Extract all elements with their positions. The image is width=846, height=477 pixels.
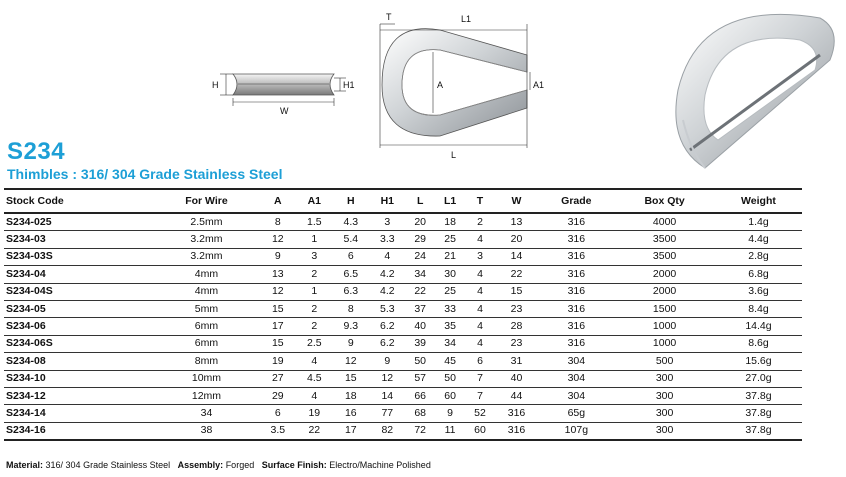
- stock-code-cell: S234-08: [4, 353, 153, 370]
- table-cell: 27: [260, 370, 297, 387]
- stock-code-cell: S234-03S: [4, 248, 153, 265]
- table-cell: 11: [435, 422, 466, 440]
- table-cell: 6.8g: [715, 266, 802, 283]
- table-cell: 3.3: [369, 231, 406, 248]
- table-row: [4, 405, 802, 422]
- table-cell: 5.4: [333, 231, 370, 248]
- table-cell: 15: [333, 370, 370, 387]
- table-cell: 10mm: [153, 370, 259, 387]
- table-cell: 21: [435, 248, 466, 265]
- table-cell: 3.2mm: [153, 248, 259, 265]
- table-cell: 304: [538, 353, 614, 370]
- product-code: S234: [7, 138, 66, 165]
- table-cell: 13: [260, 266, 297, 283]
- table-cell: 22: [406, 283, 435, 300]
- table-row: [4, 353, 802, 370]
- table-cell: 316: [538, 231, 614, 248]
- table-cell: 5.3: [369, 300, 406, 317]
- table-cell: 4: [465, 266, 494, 283]
- table-cell: 14: [495, 248, 539, 265]
- stock-code-cell: S234-05: [4, 300, 153, 317]
- table-cell: 17: [333, 422, 370, 440]
- table-cell: 77: [369, 405, 406, 422]
- stock-code-cell: S234-025: [4, 213, 153, 231]
- table-cell: 23: [495, 335, 539, 352]
- table-cell: 18: [435, 213, 466, 231]
- table-cell: 2.5: [296, 335, 333, 352]
- table-cell: 15: [260, 300, 297, 317]
- table-cell: 14.4g: [715, 318, 802, 335]
- table-cell: 8.4g: [715, 300, 802, 317]
- table-cell: 3: [296, 248, 333, 265]
- table-row: [4, 335, 802, 352]
- label-w: W: [280, 106, 289, 116]
- table-cell: 31: [495, 353, 539, 370]
- table-cell: 5mm: [153, 300, 259, 317]
- table-cell: 316: [538, 335, 614, 352]
- table-cell: 7: [465, 370, 494, 387]
- column-header: Grade: [538, 189, 614, 213]
- table-cell: 44: [495, 387, 539, 404]
- stock-code-cell: S234-14: [4, 405, 153, 422]
- table-cell: 2.5mm: [153, 213, 259, 231]
- table-cell: 2: [296, 318, 333, 335]
- column-header: Stock Code: [4, 189, 153, 213]
- table-cell: 9: [260, 248, 297, 265]
- table-cell: 37: [406, 300, 435, 317]
- column-header: W: [495, 189, 539, 213]
- table-cell: 8: [333, 300, 370, 317]
- table-row: [4, 318, 802, 335]
- table-cell: 25: [435, 231, 466, 248]
- stock-code-cell: S234-03: [4, 231, 153, 248]
- table-cell: 28: [495, 318, 539, 335]
- table-cell: 2.8g: [715, 248, 802, 265]
- table-cell: 27.0g: [715, 370, 802, 387]
- table-cell: 300: [614, 387, 715, 404]
- table-cell: 1.4g: [715, 213, 802, 231]
- table-cell: 45: [435, 353, 466, 370]
- table-cell: 316: [538, 266, 614, 283]
- table-cell: 300: [614, 422, 715, 440]
- table-cell: 107g: [538, 422, 614, 440]
- table-row: [4, 231, 802, 248]
- table-cell: 3: [465, 248, 494, 265]
- table-cell: 4mm: [153, 283, 259, 300]
- table-cell: 29: [260, 387, 297, 404]
- material-value: 316/ 304 Grade Stainless Steel: [45, 460, 171, 470]
- table-cell: 17: [260, 318, 297, 335]
- table-cell: 4: [465, 300, 494, 317]
- column-header: L: [406, 189, 435, 213]
- table-cell: 316: [495, 405, 539, 422]
- table-cell: 4.2: [369, 266, 406, 283]
- column-header: H1: [369, 189, 406, 213]
- table-cell: 4: [465, 318, 494, 335]
- label-a1: A1: [533, 80, 545, 90]
- table-cell: 39: [406, 335, 435, 352]
- table-cell: 300: [614, 370, 715, 387]
- table-cell: 2000: [614, 266, 715, 283]
- table-cell: 8mm: [153, 353, 259, 370]
- table-cell: 316: [538, 213, 614, 231]
- stock-code-cell: S234-16: [4, 422, 153, 440]
- table-cell: 20: [495, 231, 539, 248]
- table-cell: 9: [333, 335, 370, 352]
- table-cell: 4.2: [369, 283, 406, 300]
- table-cell: 52: [465, 405, 494, 422]
- table-cell: 72: [406, 422, 435, 440]
- label-h: H: [212, 80, 219, 90]
- table-cell: 12: [333, 353, 370, 370]
- stock-code-cell: S234-10: [4, 370, 153, 387]
- table-cell: 6.5: [333, 266, 370, 283]
- table-cell: 316: [538, 283, 614, 300]
- stock-code-cell: S234-06S: [4, 335, 153, 352]
- table-cell: 37.8g: [715, 405, 802, 422]
- product-subtitle: Thimbles : 316/ 304 Grade Stainless Steel: [7, 166, 283, 182]
- assembly-value: Forged: [225, 460, 255, 470]
- table-cell: 3: [369, 213, 406, 231]
- table-cell: 20: [406, 213, 435, 231]
- table-cell: 6: [333, 248, 370, 265]
- table-cell: 1: [296, 231, 333, 248]
- table-row: [4, 300, 802, 317]
- table-cell: 82: [369, 422, 406, 440]
- table-cell: 4: [465, 335, 494, 352]
- table-cell: 30: [435, 266, 466, 283]
- table-row: [4, 387, 802, 404]
- table-cell: 1.5: [296, 213, 333, 231]
- table-row: [4, 248, 802, 265]
- spec-table-body: [4, 213, 802, 440]
- column-header: L1: [435, 189, 466, 213]
- table-row: [4, 283, 802, 300]
- table-row: [4, 422, 802, 440]
- table-cell: 316: [495, 422, 539, 440]
- finish-label: Surface Finish:: [261, 460, 327, 470]
- thimble-product-photo: [676, 14, 834, 168]
- table-cell: 60: [465, 422, 494, 440]
- table-cell: 12mm: [153, 387, 259, 404]
- table-cell: 6.2: [369, 335, 406, 352]
- table-cell: 37.8g: [715, 387, 802, 404]
- table-cell: 4: [465, 231, 494, 248]
- table-cell: 57: [406, 370, 435, 387]
- table-cell: 316: [538, 318, 614, 335]
- table-cell: 2: [465, 213, 494, 231]
- table-cell: 24: [406, 248, 435, 265]
- column-header: H: [333, 189, 370, 213]
- column-header: Weight: [715, 189, 802, 213]
- stock-code-cell: S234-04S: [4, 283, 153, 300]
- table-row: [4, 213, 802, 231]
- label-l1: L1: [461, 14, 472, 24]
- stock-code-cell: S234-04: [4, 266, 153, 283]
- table-cell: 14: [369, 387, 406, 404]
- table-cell: 66: [406, 387, 435, 404]
- table-cell: 9: [369, 353, 406, 370]
- table-cell: 1500: [614, 300, 715, 317]
- table-cell: 4.3: [333, 213, 370, 231]
- diagram-area: [0, 0, 846, 180]
- header-row: [4, 189, 802, 213]
- column-header: T: [465, 189, 494, 213]
- table-cell: 9.3: [333, 318, 370, 335]
- table-cell: 34: [435, 335, 466, 352]
- table-cell: 2000: [614, 283, 715, 300]
- table-cell: 13: [495, 213, 539, 231]
- column-header: Box Qty: [614, 189, 715, 213]
- table-cell: 40: [495, 370, 539, 387]
- table-cell: 304: [538, 387, 614, 404]
- table-cell: 6: [260, 405, 297, 422]
- table-cell: 4: [369, 248, 406, 265]
- table-cell: 65g: [538, 405, 614, 422]
- table-cell: 19: [296, 405, 333, 422]
- table-cell: 4000: [614, 213, 715, 231]
- finish-value: Electro/Machine Polished: [329, 460, 431, 470]
- table-cell: 23: [495, 300, 539, 317]
- table-cell: 6mm: [153, 318, 259, 335]
- table-cell: 3500: [614, 248, 715, 265]
- table-row: [4, 266, 802, 283]
- table-cell: 22: [296, 422, 333, 440]
- table-cell: 25: [435, 283, 466, 300]
- table-cell: 16: [333, 405, 370, 422]
- table-cell: 4: [296, 353, 333, 370]
- table-cell: 1000: [614, 318, 715, 335]
- table-cell: 34: [153, 405, 259, 422]
- table-cell: 15: [495, 283, 539, 300]
- table-cell: 316: [538, 248, 614, 265]
- footer-specs: [6, 460, 431, 470]
- table-cell: 40: [406, 318, 435, 335]
- table-cell: 4.5: [296, 370, 333, 387]
- table-cell: 9: [435, 405, 466, 422]
- label-a: A: [437, 80, 444, 90]
- assembly-label: Assembly:: [177, 460, 224, 470]
- table-cell: 18: [333, 387, 370, 404]
- table-cell: 4mm: [153, 266, 259, 283]
- stock-code-cell: S234-06: [4, 318, 153, 335]
- front-view-diagram: [380, 12, 544, 160]
- table-cell: 316: [538, 300, 614, 317]
- column-header: A1: [296, 189, 333, 213]
- table-cell: 304: [538, 370, 614, 387]
- table-cell: 35: [435, 318, 466, 335]
- label-h1: H1: [343, 80, 355, 90]
- table-cell: 2: [296, 300, 333, 317]
- table-cell: 300: [614, 405, 715, 422]
- table-cell: 4: [296, 387, 333, 404]
- table-cell: 22: [495, 266, 539, 283]
- table-cell: 8: [260, 213, 297, 231]
- table-cell: 60: [435, 387, 466, 404]
- table-cell: 2: [296, 266, 333, 283]
- table-cell: 68: [406, 405, 435, 422]
- table-cell: 19: [260, 353, 297, 370]
- table-cell: 15: [260, 335, 297, 352]
- table-cell: 6: [465, 353, 494, 370]
- stock-code-cell: S234-12: [4, 387, 153, 404]
- table-cell: 12: [369, 370, 406, 387]
- table-cell: 37.8g: [715, 422, 802, 440]
- table-cell: 3.2mm: [153, 231, 259, 248]
- label-t: T: [386, 12, 392, 22]
- table-cell: 6mm: [153, 335, 259, 352]
- table-cell: 8.6g: [715, 335, 802, 352]
- table-cell: 7: [465, 387, 494, 404]
- table-cell: 34: [406, 266, 435, 283]
- spec-table-header: [4, 189, 802, 213]
- table-cell: 12: [260, 283, 297, 300]
- table-cell: 33: [435, 300, 466, 317]
- table-cell: 38: [153, 422, 259, 440]
- material-label: Material:: [6, 460, 44, 470]
- table-cell: 50: [435, 370, 466, 387]
- table-cell: 3500: [614, 231, 715, 248]
- table-cell: 12: [260, 231, 297, 248]
- table-cell: 4: [465, 283, 494, 300]
- side-view-diagram: [212, 74, 355, 116]
- table-cell: 15.6g: [715, 353, 802, 370]
- table-cell: 1: [296, 283, 333, 300]
- table-cell: 29: [406, 231, 435, 248]
- table-cell: 3.6g: [715, 283, 802, 300]
- table-cell: 500: [614, 353, 715, 370]
- column-header: For Wire: [153, 189, 259, 213]
- column-header: A: [260, 189, 297, 213]
- table-cell: 1000: [614, 335, 715, 352]
- table-cell: 3.5: [260, 422, 297, 440]
- table-cell: 4.4g: [715, 231, 802, 248]
- label-l: L: [451, 150, 457, 160]
- table-row: [4, 370, 802, 387]
- spec-table: [4, 188, 802, 441]
- table-cell: 6.3: [333, 283, 370, 300]
- table-cell: 50: [406, 353, 435, 370]
- table-cell: 6.2: [369, 318, 406, 335]
